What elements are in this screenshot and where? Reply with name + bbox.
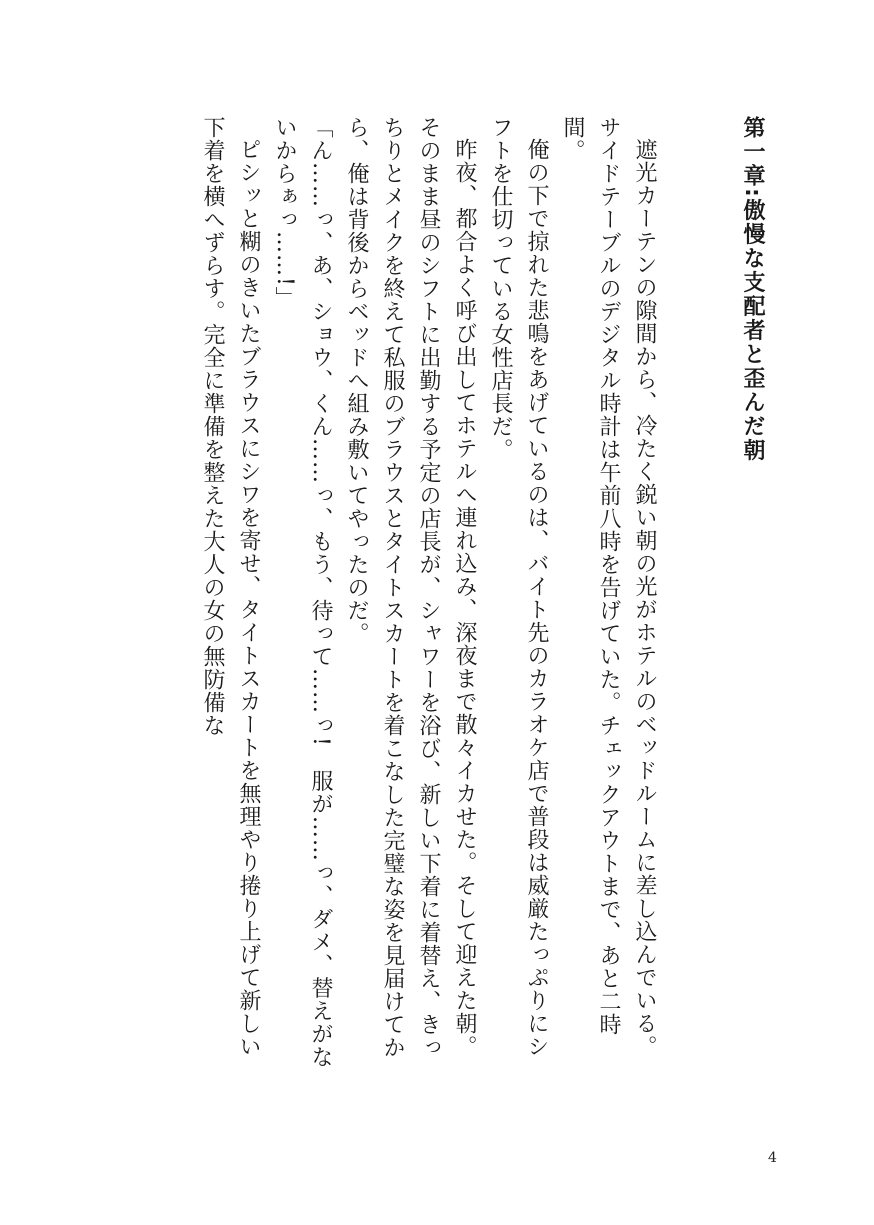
- paragraph: 昨夜、都合よく呼び出してホテルへ連れ込み、深夜まで散々イカせた。そして迎えた朝。そのまま昼のシフトに出勤する予定の店長が、シャワーを浴び、新しい下着に着替え、きっちりとメイクを終えて私服のブラウスとタイトスカートを着こなした完璧な姿を見届けてから、俺は背後からベッドへ組み敷いてやったのだ。: [344, 116, 477, 1059]
- paragraph: 俺の下で掠れた悲鳴をあげているのは、バイト先のカラオケ店で普段は威厳たっぷりにシフトを仕切っている女性店長だ。: [488, 116, 549, 1058]
- chapter-title: 第一章:傲慢な支配者と歪んだ朝: [740, 116, 765, 463]
- vertical-text-body: [194, 116, 770, 1076]
- paragraph: ピシッと糊のきいたブラウスにシワを寄せ、タイトスカートを無理やり捲り上げて新しい下着を横へずらす。完全に準備を整えた大人の女の無防備な: [200, 116, 261, 1058]
- page-number: 4: [768, 1150, 777, 1166]
- paragraph: 遮光カーテンの隙間から、冷たく鋭い朝の光がホテルのベッドルームに差し込んでいる。サイドテーブルのデジタル時計は午前八時を告げていた。チェックアウトまで、あと二時間。: [560, 116, 657, 1058]
- dialogue-paragraph: 「ん……っ、あ、ショウ、くん……っ、もう、待って……っ! 服が……っ、ダメ、替えがないからぁっ……!」: [272, 116, 333, 1069]
